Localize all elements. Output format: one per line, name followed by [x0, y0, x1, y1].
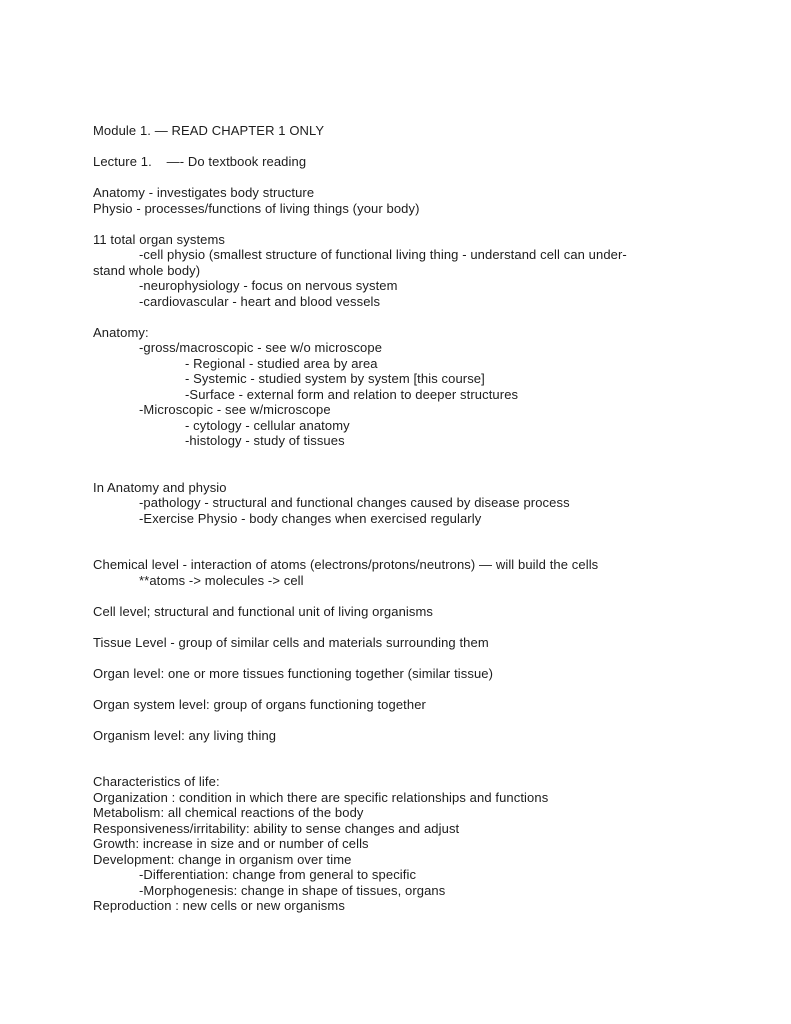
text-line: -Differentiation: change from general to specific: [139, 867, 417, 882]
text-line: Organization : condition in which there are specific relationships and functions: [93, 789, 549, 805]
text-line: Chemical level - interaction of atoms (electrons/protons/neutrons) — will build the cells: [93, 557, 599, 572]
text-line: -cell physio (smallest structure of functional living thing - understand cell can under-: [139, 247, 627, 262]
text-line: 11 total organ systems: [93, 231, 226, 247]
text-line: -cardiovascular - heart and blood vessels: [139, 293, 381, 309]
text-line: Growth: increase in size and or number of cells: [93, 836, 369, 851]
text-line: Development: change in organism over time: [93, 851, 352, 867]
text-line: Lecture 1. —- Do textbook reading: [93, 154, 307, 169]
text-line: Characteristics of life:: [93, 774, 220, 789]
text-line: - Systemic - studied system by system [this course]: [185, 371, 485, 386]
text-line: Responsiveness/irritability: ability to sense changes and adjust: [93, 820, 460, 836]
text-line: -neurophysiology - focus on nervous system: [139, 278, 398, 293]
text-line: Tissue Level - group of similar cells and materials surrounding them: [93, 634, 489, 650]
text-line: Anatomy:: [93, 324, 149, 340]
text-line: **atoms -> molecules -> cell: [139, 572, 304, 588]
text-line: Module 1. — READ CHAPTER 1 ONLY: [93, 123, 325, 138]
text-line: -Morphogenesis: change in shape of tissues, organs: [139, 882, 446, 898]
lecture-notes-body: [93, 123, 733, 914]
text-line: Organism level: any living thing: [93, 727, 277, 743]
text-line: Reproduction : new cells or new organisms: [93, 898, 345, 913]
text-line: Anatomy - investigates body structure: [93, 185, 315, 200]
text-line: Physio - processes/functions of living things (your body): [93, 200, 420, 216]
text-line: - Regional - studied area by area: [185, 355, 378, 371]
text-line: - cytology - cellular anatomy: [185, 417, 350, 433]
text-line: In Anatomy and physio: [93, 479, 227, 495]
text-line: Cell level; structural and functional unit of living organisms: [93, 603, 434, 619]
text-line: Organ system level: group of organs functioning together: [93, 696, 426, 712]
text-line: Organ level: one or more tissues functioning together (similar tissue): [93, 665, 494, 681]
text-line: stand whole body): [93, 262, 201, 278]
text-line: -Microscopic - see w/microscope: [139, 402, 331, 417]
text-line: -Exercise Physio - body changes when exercised regularly: [139, 510, 482, 526]
text-line: -gross/macroscopic - see w/o microscope: [139, 340, 383, 355]
text-line: -histology - study of tissues: [185, 433, 345, 448]
text-line: -pathology - structural and functional changes caused by disease process: [139, 495, 570, 510]
text-line: Metabolism: all chemical reactions of the body: [93, 805, 364, 820]
text-line: -Surface - external form and relation to deeper structures: [185, 386, 519, 402]
